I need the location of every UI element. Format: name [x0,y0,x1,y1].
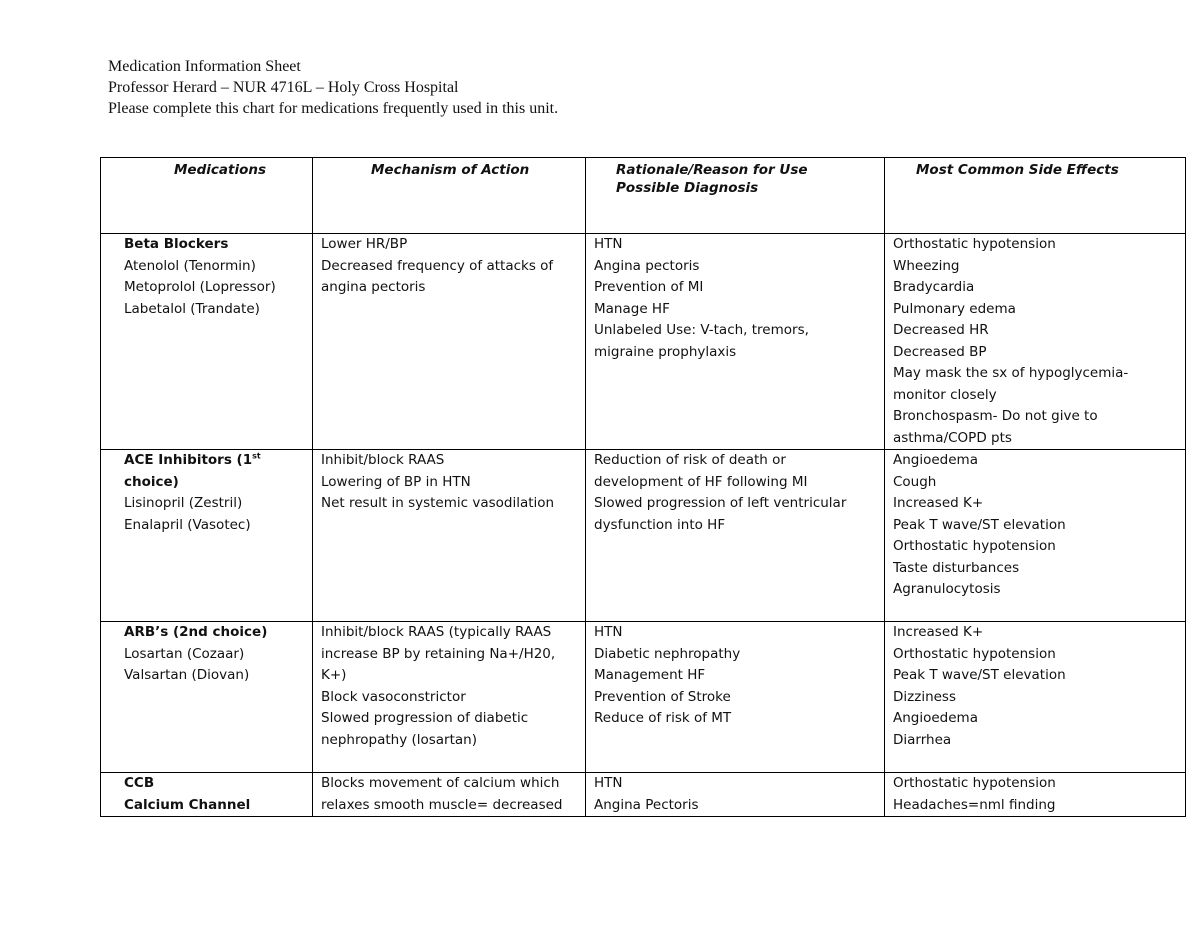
rationale-line: Manage HF [594,300,670,317]
table-row-ace-inhibitors [101,450,1186,622]
side-effect-line: Dizziness [893,688,956,705]
side-effect-line: Diarrhea [893,731,952,748]
rationale-line: Prevention of Stroke [594,688,731,705]
side-effect-line: Peak T wave/ST elevation [893,516,1066,533]
side-effect-line: monitor closely [893,386,997,403]
mechanism-line: Lower HR/BP [321,236,408,252]
rationale-line: dysfunction into HF [594,516,726,533]
drug-name: Losartan (Cozaar) [124,645,245,662]
side-effect-line: Taste disturbances [893,559,1020,576]
side-effect-line: Bradycardia [893,279,975,295]
table-row-ccb [101,773,1186,817]
course-info: Professor Herard – NUR 4716L – Holy Cross Hospital [108,79,459,96]
table-row-arbs [101,622,1186,773]
mechanism-line: increase BP by retaining Na+/H20, [321,645,556,662]
rationale-cell [586,450,885,622]
rationale-line: Reduce of risk of MT [594,710,732,726]
medication-table [100,157,1186,817]
rationale-line: migraine prophylaxis [594,343,737,360]
mechanism-line: Lowering of BP in HTN [321,473,471,490]
side-effects-cell [885,450,1186,622]
mechanism-cell [313,773,586,817]
instructions: Please complete this chart for medications frequently used in this unit. [108,100,559,117]
header-rationale-line1: Rationale/Reason for Use [616,162,808,178]
mechanism-line: relaxes smooth muscle= decreased [321,796,563,813]
rationale-line: Angina pectoris [594,257,700,274]
drug-class-name: CCB [124,775,155,791]
side-effect-line: Agranulocytosis [893,581,1001,597]
drug-class-name: ARB’s (2nd choice) [124,624,268,640]
side-effect-line: Orthostatic hypotension [893,538,1056,554]
rationale-line: Reduction of risk of death or [594,452,786,468]
drug-name: Valsartan (Diovan) [124,667,250,683]
mechanism-line: Slowed progression of diabetic [321,710,529,726]
drug-name: Atenolol (Tenormin) [124,257,256,274]
mechanism-line: K+) [321,667,347,683]
table-header-row [101,158,1186,234]
rationale-line: Angina Pectoris [594,796,699,813]
rationale-cell [586,622,885,773]
side-effects-cell [885,622,1186,773]
rationale-line: development of HF following MI [594,473,808,490]
rationale-line: Diabetic nephropathy [594,645,741,662]
medications-cell [101,450,313,622]
mechanism-cell [313,450,586,622]
side-effect-line: Angioedema [893,710,978,726]
side-effect-line: Orthostatic hypotension [893,645,1056,662]
medications-cell [101,773,313,817]
side-effect-line: Increased K+ [893,495,984,511]
side-effects-cell [885,773,1186,817]
side-effect-line: Orthostatic hypotension [893,775,1056,791]
drug-class-name: Beta Blockers [124,236,229,252]
side-effects-cell [885,234,1186,450]
header-mechanism: Mechanism of Action [313,158,586,234]
side-effect-line: Wheezing [893,257,960,274]
rationale-line: HTN [594,624,623,640]
side-effect-line: Headaches=nml finding [893,796,1056,813]
side-effect-line: Increased K+ [893,624,984,640]
mechanism-line: angina pectoris [321,279,426,295]
side-effect-line: Cough [893,473,937,490]
side-effect-line: Peak T wave/ST elevation [893,667,1066,683]
superscript-ordinal: st [252,451,261,461]
mechanism-line: Net result in systemic vasodilation [321,495,555,511]
rationale-line: HTN [594,775,623,791]
side-effect-line: asthma/COPD pts [893,429,1012,446]
drug-name: Lisinopril (Zestril) [124,495,243,511]
drug-name: Metoprolol (Lopressor) [124,279,276,295]
table-row-beta-blockers [101,234,1186,450]
mechanism-line: Inhibit/block RAAS (typically RAAS [321,624,552,640]
medications-cell [101,622,313,773]
rationale-line: Prevention of MI [594,279,704,295]
drug-class-name-continued: Calcium Channel [124,796,251,813]
mechanism-cell [313,622,586,773]
drug-name: Enalapril (Vasotec) [124,516,251,533]
mechanism-line: Block vasoconstrictor [321,688,466,705]
document-header [108,56,558,119]
mechanism-line: Blocks movement of calcium which [321,775,560,791]
side-effect-line: Bronchospasm- Do not give to [893,408,1098,424]
side-effect-line: Orthostatic hypotension [893,236,1056,252]
mechanism-cell [313,234,586,450]
side-effect-line: Decreased BP [893,343,987,360]
drug-class-name-continued: choice) [124,473,179,490]
side-effect-line: Decreased HR [893,322,989,338]
medications-cell [101,234,313,450]
rationale-line: Slowed progression of left ventricular [594,495,847,511]
rationale-cell [586,234,885,450]
drug-class-name: ACE Inhibitors (1st [124,451,261,468]
header-rationale-line2: Possible Diagnosis [616,180,759,196]
side-effect-line: Pulmonary edema [893,300,1016,317]
side-effect-line: Angioedema [893,452,978,468]
side-effect-line: May mask the sx of hypoglycemia- [893,365,1129,381]
sheet-title: Medication Information Sheet [108,58,301,75]
header-side-effects: Most Common Side Effects [885,158,1186,234]
mechanism-line: Decreased frequency of attacks of [321,257,554,274]
rationale-line: Management HF [594,667,706,683]
drug-name: Labetalol (Trandate) [124,300,260,317]
mechanism-line: nephropathy (losartan) [321,731,477,748]
header-rationale [586,158,885,234]
mechanism-line: Inhibit/block RAAS [321,452,445,468]
rationale-line: HTN [594,236,623,252]
rationale-cell [586,773,885,817]
header-medications: Medications [101,158,313,234]
rationale-line: Unlabeled Use: V-tach, tremors, [594,322,809,338]
